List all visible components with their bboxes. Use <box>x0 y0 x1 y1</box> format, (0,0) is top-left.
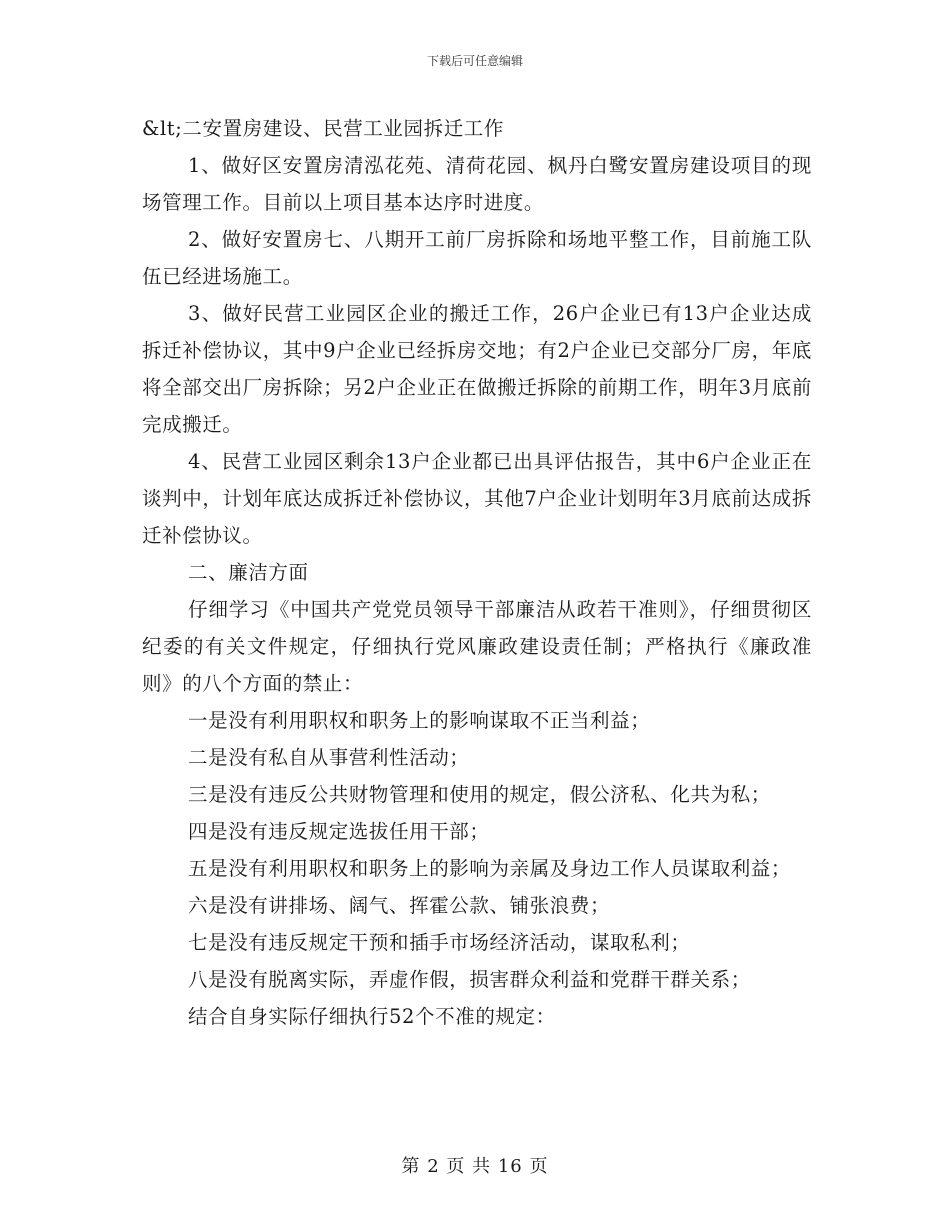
prohibition-6: 六是没有讲排场、阔气、挥霍公款、铺张浪费； <box>188 894 611 917</box>
prohibition-5: 五是没有利用职权和职务上的影响为亲属及身边工作人员谋取利益； <box>188 857 792 880</box>
section-heading-integrity: 二、廉洁方面 <box>188 561 309 584</box>
paragraph-item-4: 4、民营工业园区剩余13户企业都已出具评估报告，其中6户企业正在谈判中，计划年底达成拆迁补偿协议，其他7户企业计划明年3月底前达成拆迁补偿协议。 <box>142 450 812 547</box>
prohibition-8: 八是没有脱离实际，弄虚作假，损害群众利益和党群干群关系； <box>188 968 751 991</box>
prohibition-1: 一是没有利用职权和职务上的影响谋取不正当利益； <box>188 709 651 732</box>
page-number-footer: 第 2 页 共 16 页 <box>401 1156 549 1177</box>
paragraph-closing: 结合自身实际仔细执行52个不准的规定： <box>188 1005 556 1028</box>
paragraph-study: 仔细学习《中国共产党党员领导干部廉洁从政若干准则》，仔细贯彻区纪委的有关文件规定，仔细执行党风廉政建设责任制；严格执行《廉政准则》的八个方面的禁止： <box>142 598 812 695</box>
prohibition-7: 七是没有违反规定干预和插手市场经济活动，谋取私利； <box>188 931 691 954</box>
paragraph-heading-relocation: &lt;二安置房建设、民营工业园拆迁工作 <box>142 117 505 140</box>
prohibition-2: 二是没有私自从事营利性活动； <box>188 746 470 769</box>
prohibition-4: 四是没有违反规定选拔任用干部； <box>188 820 490 843</box>
paragraph-item-1: 1、做好区安置房清泓花苑、清荷花园、枫丹白鹭安置房建设项目的现场管理工作。目前以上项目基本达序时进度。 <box>142 154 812 214</box>
paragraph-item-3: 3、做好民营工业园区企业的搬迁工作，26户企业已有13户企业达成拆迁补偿协议，其中9户企业已经拆房交地；有2户企业已交部分厂房，年底将全部交出厂房拆除；另2户企业正在做搬迁拆除的前期工作，明年3月底前完成搬迁。 <box>142 302 812 436</box>
document-body <box>142 110 812 1035</box>
paragraph-item-2: 2、做好安置房七、八期开工前厂房拆除和场地平整工作，目前施工队伍已经进场施工。 <box>142 228 812 288</box>
header-note: 下载后可任意编辑 <box>426 54 523 68</box>
prohibition-3: 三是没有违反公共财物管理和使用的规定，假公济私、化共为私； <box>188 783 771 806</box>
